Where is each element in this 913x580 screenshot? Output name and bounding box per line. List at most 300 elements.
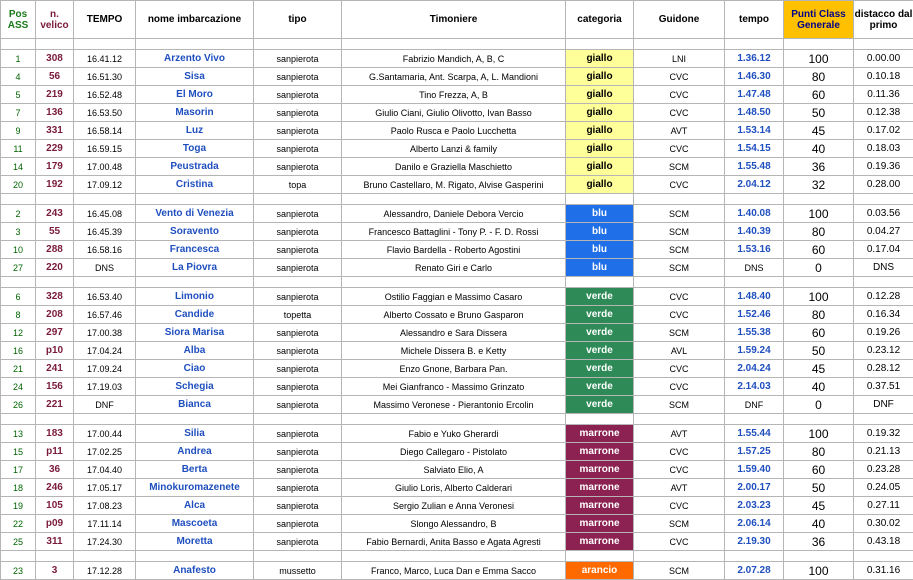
cell-punti[interactable]: 100 <box>784 425 854 443</box>
cell-boat-name[interactable]: Bianca <box>136 396 254 414</box>
cell-tempo-finale[interactable]: 2.04.24 <box>725 360 784 378</box>
cell-categoria[interactable]: marrone <box>566 479 634 497</box>
cell-tempo[interactable]: 17.04.40 <box>74 461 136 479</box>
cell-tempo-finale[interactable]: 2.04.12 <box>725 176 784 194</box>
cell-punti[interactable]: 80 <box>784 68 854 86</box>
cell-pos[interactable]: 27 <box>1 259 36 277</box>
empty-cell[interactable] <box>784 277 854 288</box>
cell-tipo[interactable]: sanpierota <box>254 515 342 533</box>
empty-cell[interactable] <box>566 551 634 562</box>
cell-categoria[interactable]: marrone <box>566 461 634 479</box>
empty-cell[interactable] <box>36 277 74 288</box>
cell-tipo[interactable]: sanpierota <box>254 533 342 551</box>
cell-guidone[interactable]: AVT <box>634 479 725 497</box>
cell-guidone[interactable]: SCM <box>634 241 725 259</box>
cell-pos[interactable]: 6 <box>1 288 36 306</box>
cell-punti[interactable]: 60 <box>784 324 854 342</box>
header-velico[interactable]: n. velico <box>36 1 74 39</box>
cell-timoniere[interactable]: Fabio e Yuko Gherardi <box>342 425 566 443</box>
cell-tempo[interactable]: 17.00.48 <box>74 158 136 176</box>
cell-tipo[interactable]: sanpierota <box>254 205 342 223</box>
cell-tempo-finale[interactable]: 1.53.16 <box>725 241 784 259</box>
cell-categoria[interactable]: verde <box>566 306 634 324</box>
cell-tempo[interactable]: 16.53.50 <box>74 104 136 122</box>
header-pos[interactable]: Pos ASS <box>1 1 36 39</box>
header-nome[interactable]: nome imbarcazione <box>136 1 254 39</box>
empty-cell[interactable] <box>725 39 784 50</box>
cell-guidone[interactable]: AVT <box>634 122 725 140</box>
cell-velico[interactable]: 328 <box>36 288 74 306</box>
empty-cell[interactable] <box>725 194 784 205</box>
cell-tempo-finale[interactable]: 1.47.48 <box>725 86 784 104</box>
cell-timoniere[interactable]: Alberto Lanzi & family <box>342 140 566 158</box>
cell-distacco[interactable]: 0.12.38 <box>854 104 913 122</box>
cell-categoria[interactable]: giallo <box>566 122 634 140</box>
cell-velico[interactable]: 179 <box>36 158 74 176</box>
cell-boat-name[interactable]: Anafesto <box>136 562 254 580</box>
cell-velico[interactable]: 208 <box>36 306 74 324</box>
empty-cell[interactable] <box>74 277 136 288</box>
cell-tipo[interactable]: sanpierota <box>254 396 342 414</box>
cell-guidone[interactable]: SCM <box>634 259 725 277</box>
cell-velico[interactable]: 156 <box>36 378 74 396</box>
cell-boat-name[interactable]: Berta <box>136 461 254 479</box>
cell-punti[interactable]: 100 <box>784 50 854 68</box>
cell-tipo[interactable]: sanpierota <box>254 378 342 396</box>
cell-tempo[interactable]: 17.08.23 <box>74 497 136 515</box>
empty-cell[interactable] <box>254 194 342 205</box>
cell-distacco[interactable]: 0.16.34 <box>854 306 913 324</box>
cell-velico[interactable]: 243 <box>36 205 74 223</box>
cell-guidone[interactable]: CVC <box>634 533 725 551</box>
cell-punti[interactable]: 100 <box>784 205 854 223</box>
cell-velico[interactable]: p09 <box>36 515 74 533</box>
cell-distacco[interactable]: 0.28.12 <box>854 360 913 378</box>
empty-cell[interactable] <box>1 194 36 205</box>
empty-cell[interactable] <box>254 551 342 562</box>
empty-cell[interactable] <box>566 277 634 288</box>
header-punti[interactable]: Punti Class Generale <box>784 1 854 39</box>
empty-cell[interactable] <box>342 551 566 562</box>
cell-categoria[interactable]: arancio <box>566 562 634 580</box>
cell-categoria[interactable]: blu <box>566 259 634 277</box>
cell-punti[interactable]: 50 <box>784 104 854 122</box>
empty-cell[interactable] <box>1 277 36 288</box>
empty-cell[interactable] <box>36 39 74 50</box>
cell-velico[interactable]: 56 <box>36 68 74 86</box>
cell-distacco[interactable]: 0.04.27 <box>854 223 913 241</box>
empty-cell[interactable] <box>254 277 342 288</box>
cell-pos[interactable]: 26 <box>1 396 36 414</box>
cell-velico[interactable]: 105 <box>36 497 74 515</box>
empty-cell[interactable] <box>854 39 913 50</box>
cell-categoria[interactable]: verde <box>566 288 634 306</box>
empty-cell[interactable] <box>725 414 784 425</box>
cell-tempo[interactable]: 16.57.46 <box>74 306 136 324</box>
cell-categoria[interactable]: marrone <box>566 497 634 515</box>
cell-tempo[interactable]: 17.04.24 <box>74 342 136 360</box>
cell-punti[interactable]: 80 <box>784 223 854 241</box>
cell-timoniere[interactable]: Giulio Ciani, Giulio Olivotto, Ivan Basso <box>342 104 566 122</box>
cell-pos[interactable]: 19 <box>1 497 36 515</box>
cell-velico[interactable]: 308 <box>36 50 74 68</box>
cell-guidone[interactable]: SCM <box>634 158 725 176</box>
empty-cell[interactable] <box>1 414 36 425</box>
cell-velico[interactable]: 183 <box>36 425 74 443</box>
cell-timoniere[interactable]: Renato Giri e Carlo <box>342 259 566 277</box>
cell-categoria[interactable]: giallo <box>566 176 634 194</box>
cell-velico[interactable]: 311 <box>36 533 74 551</box>
cell-boat-name[interactable]: Ciao <box>136 360 254 378</box>
cell-boat-name[interactable]: Luz <box>136 122 254 140</box>
empty-cell[interactable] <box>254 39 342 50</box>
empty-cell[interactable] <box>36 551 74 562</box>
empty-cell[interactable] <box>634 551 725 562</box>
cell-distacco[interactable]: 0.19.32 <box>854 425 913 443</box>
cell-punti[interactable]: 80 <box>784 443 854 461</box>
cell-tipo[interactable]: sanpierota <box>254 479 342 497</box>
cell-tempo-finale[interactable]: 2.06.14 <box>725 515 784 533</box>
cell-tempo-finale[interactable]: 2.03.23 <box>725 497 784 515</box>
cell-boat-name[interactable]: Masorin <box>136 104 254 122</box>
cell-timoniere[interactable]: Fabio Bernardi, Anita Basso e Agata Agresti <box>342 533 566 551</box>
cell-punti[interactable]: 60 <box>784 461 854 479</box>
cell-tempo[interactable]: 17.19.03 <box>74 378 136 396</box>
cell-tipo[interactable]: sanpierota <box>254 122 342 140</box>
cell-punti[interactable]: 80 <box>784 306 854 324</box>
cell-pos[interactable]: 18 <box>1 479 36 497</box>
cell-velico[interactable]: 297 <box>36 324 74 342</box>
cell-boat-name[interactable]: Andrea <box>136 443 254 461</box>
cell-boat-name[interactable]: Sisa <box>136 68 254 86</box>
cell-timoniere[interactable]: Fabrizio Mandich, A, B, C <box>342 50 566 68</box>
cell-timoniere[interactable]: Michele Dissera B. e Ketty <box>342 342 566 360</box>
cell-boat-name[interactable]: Alca <box>136 497 254 515</box>
cell-tipo[interactable]: topetta <box>254 306 342 324</box>
cell-guidone[interactable]: AVT <box>634 425 725 443</box>
cell-pos[interactable]: 8 <box>1 306 36 324</box>
cell-tipo[interactable]: sanpierota <box>254 259 342 277</box>
cell-timoniere[interactable]: G.Santamaria, Ant. Scarpa, A, L. Mandioni <box>342 68 566 86</box>
cell-pos[interactable]: 21 <box>1 360 36 378</box>
cell-pos[interactable]: 3 <box>1 223 36 241</box>
cell-distacco[interactable]: 0.43.18 <box>854 533 913 551</box>
cell-velico[interactable]: 55 <box>36 223 74 241</box>
empty-cell[interactable] <box>854 414 913 425</box>
cell-punti[interactable]: 50 <box>784 479 854 497</box>
cell-tempo[interactable]: 17.11.14 <box>74 515 136 533</box>
cell-distacco[interactable]: 0.30.02 <box>854 515 913 533</box>
cell-velico[interactable]: 219 <box>36 86 74 104</box>
cell-tipo[interactable]: sanpierota <box>254 288 342 306</box>
cell-distacco[interactable]: 0.28.00 <box>854 176 913 194</box>
cell-guidone[interactable]: SCM <box>634 324 725 342</box>
cell-velico[interactable]: 229 <box>36 140 74 158</box>
cell-tipo[interactable]: sanpierota <box>254 140 342 158</box>
cell-tempo[interactable]: 17.00.38 <box>74 324 136 342</box>
header-timoniere[interactable]: Timoniere <box>342 1 566 39</box>
empty-cell[interactable] <box>566 414 634 425</box>
cell-distacco[interactable]: 0.23.12 <box>854 342 913 360</box>
cell-distacco[interactable]: 0.18.03 <box>854 140 913 158</box>
cell-velico[interactable]: 221 <box>36 396 74 414</box>
cell-boat-name[interactable]: La Piovra <box>136 259 254 277</box>
cell-distacco[interactable]: DNF <box>854 396 913 414</box>
cell-pos[interactable]: 24 <box>1 378 36 396</box>
empty-cell[interactable] <box>74 414 136 425</box>
cell-tempo-finale[interactable]: 1.53.14 <box>725 122 784 140</box>
cell-categoria[interactable]: verde <box>566 324 634 342</box>
cell-tempo-finale[interactable]: 1.52.46 <box>725 306 784 324</box>
cell-boat-name[interactable]: Candide <box>136 306 254 324</box>
header-tempo[interactable]: TEMPO <box>74 1 136 39</box>
cell-boat-name[interactable]: Schegia <box>136 378 254 396</box>
cell-guidone[interactable]: SCM <box>634 515 725 533</box>
empty-cell[interactable] <box>136 277 254 288</box>
empty-cell[interactable] <box>566 194 634 205</box>
cell-categoria[interactable]: marrone <box>566 425 634 443</box>
cell-pos[interactable]: 7 <box>1 104 36 122</box>
cell-boat-name[interactable]: Limonio <box>136 288 254 306</box>
cell-velico[interactable]: 3 <box>36 562 74 580</box>
cell-tempo-finale[interactable]: 2.00.17 <box>725 479 784 497</box>
cell-tipo[interactable]: sanpierota <box>254 497 342 515</box>
cell-tempo-finale[interactable]: 1.59.24 <box>725 342 784 360</box>
cell-categoria[interactable]: verde <box>566 378 634 396</box>
header-guidone[interactable]: Guidone <box>634 1 725 39</box>
cell-guidone[interactable]: SCM <box>634 205 725 223</box>
cell-pos[interactable]: 12 <box>1 324 36 342</box>
cell-pos[interactable]: 23 <box>1 562 36 580</box>
cell-distacco[interactable]: 0.24.05 <box>854 479 913 497</box>
cell-pos[interactable]: 20 <box>1 176 36 194</box>
cell-timoniere[interactable]: Diego Callegaro - Pistolato <box>342 443 566 461</box>
cell-tempo-finale[interactable]: 1.55.48 <box>725 158 784 176</box>
cell-categoria[interactable]: giallo <box>566 50 634 68</box>
cell-pos[interactable]: 14 <box>1 158 36 176</box>
cell-tipo[interactable]: sanpierota <box>254 50 342 68</box>
cell-tempo-finale[interactable]: 2.14.03 <box>725 378 784 396</box>
cell-guidone[interactable]: CVC <box>634 497 725 515</box>
cell-punti[interactable]: 40 <box>784 140 854 158</box>
cell-pos[interactable]: 13 <box>1 425 36 443</box>
empty-cell[interactable] <box>74 551 136 562</box>
cell-punti[interactable]: 0 <box>784 259 854 277</box>
cell-boat-name[interactable]: Toga <box>136 140 254 158</box>
cell-punti[interactable]: 36 <box>784 158 854 176</box>
cell-punti[interactable]: 45 <box>784 497 854 515</box>
header-distacco[interactable]: distacco dal primo <box>854 1 913 39</box>
cell-distacco[interactable]: 0.12.28 <box>854 288 913 306</box>
cell-pos[interactable]: 25 <box>1 533 36 551</box>
cell-tempo[interactable]: 16.41.12 <box>74 50 136 68</box>
cell-tipo[interactable]: sanpierota <box>254 461 342 479</box>
cell-tipo[interactable]: topa <box>254 176 342 194</box>
cell-distacco[interactable]: 0.37.51 <box>854 378 913 396</box>
empty-cell[interactable] <box>566 39 634 50</box>
cell-tempo[interactable]: 17.24.30 <box>74 533 136 551</box>
cell-punti[interactable]: 0 <box>784 396 854 414</box>
header-categoria[interactable]: categoria <box>566 1 634 39</box>
cell-punti[interactable]: 40 <box>784 378 854 396</box>
cell-punti[interactable]: 45 <box>784 360 854 378</box>
cell-pos[interactable]: 9 <box>1 122 36 140</box>
cell-timoniere[interactable]: Sergio Zulian e Anna Veronesi <box>342 497 566 515</box>
cell-tipo[interactable]: sanpierota <box>254 241 342 259</box>
cell-velico[interactable]: 136 <box>36 104 74 122</box>
cell-distacco[interactable]: 0.31.16 <box>854 562 913 580</box>
cell-distacco[interactable]: 0.17.02 <box>854 122 913 140</box>
empty-cell[interactable] <box>725 551 784 562</box>
cell-punti[interactable]: 50 <box>784 342 854 360</box>
cell-timoniere[interactable]: Slongo Alessandro, B <box>342 515 566 533</box>
cell-categoria[interactable]: blu <box>566 241 634 259</box>
cell-tempo-finale[interactable]: DNS <box>725 259 784 277</box>
empty-cell[interactable] <box>634 194 725 205</box>
cell-guidone[interactable]: CVC <box>634 140 725 158</box>
cell-distacco[interactable]: DNS <box>854 259 913 277</box>
cell-timoniere[interactable]: Mei Gianfranco - Massimo Grinzato <box>342 378 566 396</box>
empty-cell[interactable] <box>784 551 854 562</box>
cell-tipo[interactable]: mussetto <box>254 562 342 580</box>
cell-velico[interactable]: 36 <box>36 461 74 479</box>
empty-cell[interactable] <box>136 414 254 425</box>
cell-distacco[interactable]: 0.23.28 <box>854 461 913 479</box>
cell-velico[interactable]: 288 <box>36 241 74 259</box>
cell-categoria[interactable]: marrone <box>566 443 634 461</box>
cell-boat-name[interactable]: Moretta <box>136 533 254 551</box>
cell-guidone[interactable]: SCM <box>634 223 725 241</box>
cell-pos[interactable]: 17 <box>1 461 36 479</box>
cell-tempo-finale[interactable]: 1.55.44 <box>725 425 784 443</box>
cell-distacco[interactable]: 0.21.13 <box>854 443 913 461</box>
empty-cell[interactable] <box>725 277 784 288</box>
cell-tempo[interactable]: 17.12.28 <box>74 562 136 580</box>
cell-pos[interactable]: 22 <box>1 515 36 533</box>
cell-tempo[interactable]: 17.02.25 <box>74 443 136 461</box>
cell-velico[interactable]: 192 <box>36 176 74 194</box>
cell-boat-name[interactable]: Alba <box>136 342 254 360</box>
empty-cell[interactable] <box>854 194 913 205</box>
cell-categoria[interactable]: verde <box>566 342 634 360</box>
cell-guidone[interactable]: CVC <box>634 443 725 461</box>
cell-punti[interactable]: 40 <box>784 515 854 533</box>
cell-timoniere[interactable]: Flavio Bardella - Roberto Agostini <box>342 241 566 259</box>
cell-timoniere[interactable]: Ostilio Faggian e Massimo Casaro <box>342 288 566 306</box>
cell-timoniere[interactable]: Enzo Gnone, Barbara Pan. <box>342 360 566 378</box>
cell-distacco[interactable]: 0.10.18 <box>854 68 913 86</box>
empty-cell[interactable] <box>784 194 854 205</box>
cell-tipo[interactable]: sanpierota <box>254 360 342 378</box>
cell-timoniere[interactable]: Franco, Marco, Luca Dan e Emma Sacco <box>342 562 566 580</box>
cell-timoniere[interactable]: Alessandro e Sara Dissera <box>342 324 566 342</box>
cell-pos[interactable]: 15 <box>1 443 36 461</box>
cell-tempo[interactable]: 16.58.14 <box>74 122 136 140</box>
empty-cell[interactable] <box>136 39 254 50</box>
cell-boat-name[interactable]: El Moro <box>136 86 254 104</box>
cell-categoria[interactable]: blu <box>566 205 634 223</box>
cell-pos[interactable]: 10 <box>1 241 36 259</box>
empty-cell[interactable] <box>1 39 36 50</box>
cell-guidone[interactable]: CVC <box>634 360 725 378</box>
cell-boat-name[interactable]: Vento di Venezia <box>136 205 254 223</box>
cell-tempo-finale[interactable]: 1.55.38 <box>725 324 784 342</box>
cell-tipo[interactable]: sanpierota <box>254 443 342 461</box>
cell-punti[interactable]: 60 <box>784 86 854 104</box>
cell-pos[interactable]: 5 <box>1 86 36 104</box>
cell-tipo[interactable]: sanpierota <box>254 324 342 342</box>
cell-tempo-finale[interactable]: 1.46.30 <box>725 68 784 86</box>
cell-tempo-finale[interactable]: 2.19.30 <box>725 533 784 551</box>
cell-guidone[interactable]: CVC <box>634 68 725 86</box>
cell-guidone[interactable]: CVC <box>634 86 725 104</box>
cell-distacco[interactable]: 0.00.00 <box>854 50 913 68</box>
cell-distacco[interactable]: 0.03.56 <box>854 205 913 223</box>
cell-pos[interactable]: 16 <box>1 342 36 360</box>
cell-boat-name[interactable]: Peustrada <box>136 158 254 176</box>
cell-guidone[interactable]: CVC <box>634 176 725 194</box>
empty-cell[interactable] <box>784 39 854 50</box>
cell-tempo[interactable]: 17.05.17 <box>74 479 136 497</box>
cell-punti[interactable]: 45 <box>784 122 854 140</box>
cell-boat-name[interactable]: Arzento Vivo <box>136 50 254 68</box>
cell-categoria[interactable]: giallo <box>566 140 634 158</box>
cell-tempo-finale[interactable]: 2.07.28 <box>725 562 784 580</box>
empty-cell[interactable] <box>342 194 566 205</box>
empty-cell[interactable] <box>136 551 254 562</box>
cell-timoniere[interactable]: Massimo Veronese - Pierantonio Ercolin <box>342 396 566 414</box>
cell-punti[interactable]: 60 <box>784 241 854 259</box>
cell-categoria[interactable]: giallo <box>566 104 634 122</box>
cell-boat-name[interactable]: Cristina <box>136 176 254 194</box>
cell-tempo[interactable]: 16.51.30 <box>74 68 136 86</box>
header-tipo[interactable]: tipo <box>254 1 342 39</box>
cell-distacco[interactable]: 0.17.04 <box>854 241 913 259</box>
cell-guidone[interactable]: SCM <box>634 562 725 580</box>
empty-cell[interactable] <box>74 39 136 50</box>
cell-tempo[interactable]: 16.45.08 <box>74 205 136 223</box>
cell-tipo[interactable]: sanpierota <box>254 158 342 176</box>
cell-boat-name[interactable]: Soravento <box>136 223 254 241</box>
empty-cell[interactable] <box>254 414 342 425</box>
cell-pos[interactable]: 2 <box>1 205 36 223</box>
empty-cell[interactable] <box>634 39 725 50</box>
empty-cell[interactable] <box>36 194 74 205</box>
cell-tempo-finale[interactable]: 1.48.50 <box>725 104 784 122</box>
cell-velico[interactable]: 246 <box>36 479 74 497</box>
cell-tempo-finale[interactable]: 1.40.39 <box>725 223 784 241</box>
cell-punti[interactable]: 36 <box>784 533 854 551</box>
cell-tipo[interactable]: sanpierota <box>254 342 342 360</box>
cell-categoria[interactable]: giallo <box>566 86 634 104</box>
empty-cell[interactable] <box>784 414 854 425</box>
empty-cell[interactable] <box>634 277 725 288</box>
empty-cell[interactable] <box>36 414 74 425</box>
cell-tempo[interactable]: DNF <box>74 396 136 414</box>
empty-cell[interactable] <box>634 414 725 425</box>
cell-pos[interactable]: 4 <box>1 68 36 86</box>
cell-tempo[interactable]: 16.58.16 <box>74 241 136 259</box>
cell-timoniere[interactable]: Giulio Loris, Alberto Calderari <box>342 479 566 497</box>
cell-distacco[interactable]: 0.19.26 <box>854 324 913 342</box>
cell-categoria[interactable]: verde <box>566 360 634 378</box>
cell-tempo[interactable]: 17.09.12 <box>74 176 136 194</box>
cell-tipo[interactable]: sanpierota <box>254 425 342 443</box>
cell-punti[interactable]: 32 <box>784 176 854 194</box>
cell-boat-name[interactable]: Minokuromazenete <box>136 479 254 497</box>
cell-guidone[interactable]: CVC <box>634 288 725 306</box>
cell-boat-name[interactable]: Siora Marisa <box>136 324 254 342</box>
